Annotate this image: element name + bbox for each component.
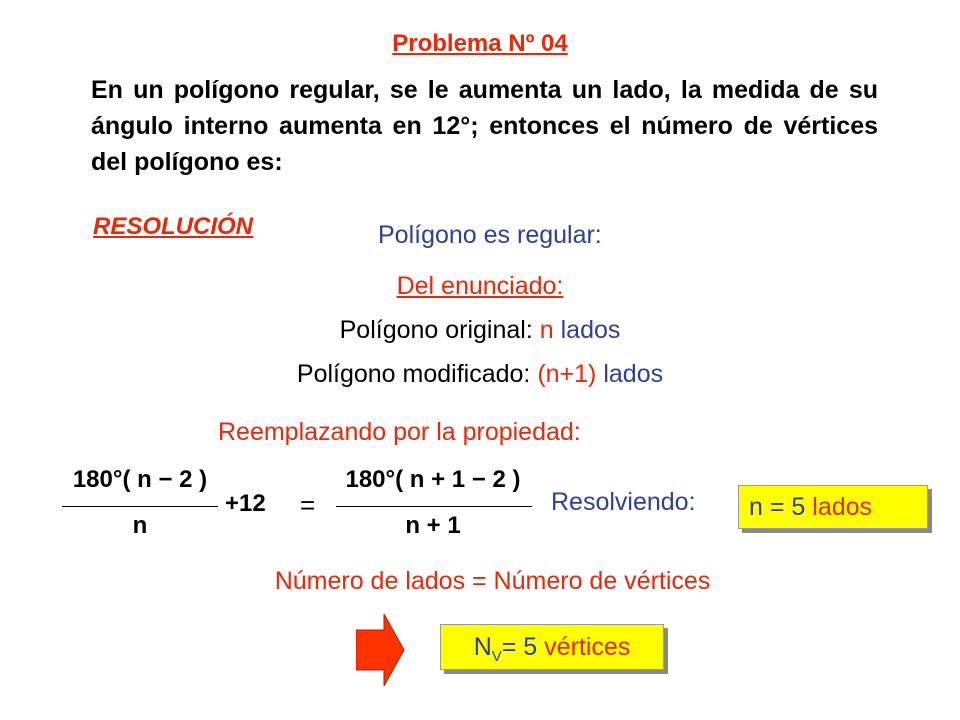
solution-unit: lados	[812, 493, 873, 521]
final-symbol: $N_V$	[473, 633, 502, 665]
modified-lados: lados	[603, 360, 664, 388]
equals-sign: =	[300, 490, 316, 520]
substitution-label: Reemplazando por la propiedad:	[218, 418, 581, 446]
original-n: n	[539, 316, 554, 344]
modified-polygon-label: Polígono modificado:	[296, 360, 531, 388]
original-lados: lados	[560, 316, 621, 344]
problem-statement: En un polígono regular, se le aumenta un lado, la medida de su ángulo interno aumenta en 12°; entonces el número de vértices del polígono es:	[91, 76, 878, 176]
sides-equal-vertices: Número de lados = Número de vértices	[274, 567, 711, 595]
modified-polygon-line	[0, 360, 960, 389]
solution-value: n = 5	[749, 493, 806, 521]
right-denominator: n + 1	[405, 512, 461, 539]
solving-label: Resolviendo:	[551, 488, 696, 516]
resolution-heading: RESOLUCIÓN	[93, 213, 254, 240]
final-unit: vértices	[544, 633, 631, 661]
final-value: = 5	[501, 633, 538, 661]
original-polygon-label: Polígono original:	[339, 316, 533, 344]
regular-polygon-label: Polígono es regular:	[378, 221, 602, 249]
left-numerator: 180°( n − 2 )	[72, 466, 208, 493]
final-answer-box	[440, 624, 664, 670]
final-subscript: V	[491, 648, 502, 665]
right-fraction-bar	[336, 506, 532, 507]
statement-data-heading: Del enunciado:	[396, 272, 564, 300]
modified-n: (n+1)	[537, 360, 597, 388]
right-arrow-icon	[356, 614, 406, 686]
problem-title: Problema Nº 04	[392, 30, 568, 57]
left-denominator: n	[132, 512, 148, 539]
original-polygon-line	[0, 316, 960, 345]
solution-box	[738, 485, 928, 529]
left-fraction-bar	[62, 506, 218, 507]
right-numerator: 180°( n + 1 − 2 )	[345, 466, 521, 493]
plus-twelve: +12	[225, 490, 266, 517]
equation-right-side	[334, 466, 534, 546]
